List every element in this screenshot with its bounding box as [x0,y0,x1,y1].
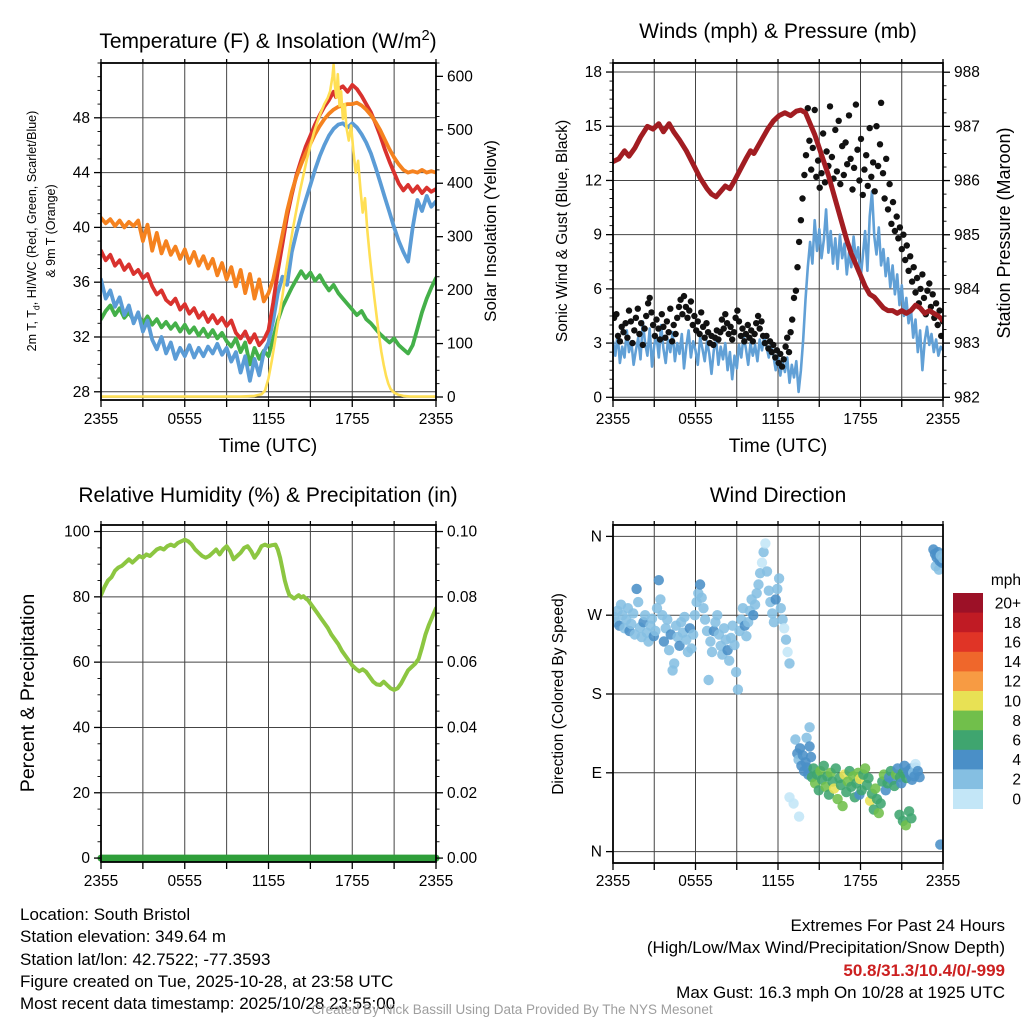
svg-text:mph: mph [990,572,1021,589]
svg-text:2355: 2355 [418,873,454,890]
svg-text:300: 300 [447,228,473,246]
svg-text:2355: 2355 [595,411,631,428]
station-latlon: Station lat/lon: 42.7522; -77.3593 [20,949,271,969]
svg-text:1155: 1155 [251,411,286,428]
svg-text:2: 2 [1012,771,1021,789]
svg-text:985: 985 [954,226,980,244]
svg-text:400: 400 [447,175,473,193]
title-temp-pre: Temperature (F) & Insolation (W/m [99,30,422,53]
svg-text:100: 100 [447,335,473,353]
svg-text:80: 80 [72,588,90,606]
wind_direction-chart [587,521,1021,890]
svg-text:0: 0 [447,389,456,407]
winds-chart [585,59,980,428]
svg-text:6: 6 [593,280,602,298]
extremes-values: 50.8/31.3/10.4/0/-999 [843,960,1005,980]
svg-text:2355: 2355 [83,873,119,890]
svg-text:44: 44 [72,164,90,182]
station-location: Location: South Bristol [20,905,191,924]
station-elevation: Station elevation: 349.64 m [20,927,227,947]
svg-text:6: 6 [1012,732,1021,750]
extremes-block [647,915,1005,1004]
svg-text:14: 14 [1003,654,1021,672]
svg-text:0: 0 [593,389,602,407]
humidity-chart [64,521,477,890]
xlabel-temperature: Time (UTC) [218,436,318,457]
svg-text:0: 0 [1012,791,1021,809]
svg-text:32: 32 [72,328,90,346]
svg-text:983: 983 [954,335,980,353]
svg-text:1155: 1155 [761,873,795,890]
chart-title-wind-direction: Wind Direction [709,484,847,507]
svg-text:984: 984 [954,280,980,298]
ylabel-wind-left: Sonic Wind & Gust (Blue, Black) [554,119,571,343]
svg-text:1155: 1155 [761,411,795,428]
data-timestamp: Most recent data timestamp: 2025/10/28 23:55:00 [20,994,396,1014]
svg-text:28: 28 [72,383,90,401]
ylabel-insolation-right: Solar Insolation (Yellow) [481,140,500,322]
svg-text:2355: 2355 [595,873,631,890]
svg-text:0.04: 0.04 [447,719,478,737]
svg-text:2355: 2355 [83,411,119,428]
svg-text:12: 12 [1003,673,1021,691]
xlabel-winds: Time (UTC) [728,436,828,457]
svg-text:600: 600 [447,68,473,86]
svg-text:0555: 0555 [678,411,713,428]
chart-title-winds: Winds (mph) & Pressure (mb) [639,20,917,43]
svg-text:0555: 0555 [678,873,713,890]
svg-text:500: 500 [447,121,473,139]
svg-text:0555: 0555 [167,411,202,428]
ylabel-pressure-right: Station Pressure (Maroon) [994,127,1014,339]
svg-text:8: 8 [1012,712,1021,730]
svg-text:2355: 2355 [925,411,961,428]
svg-text:12: 12 [584,172,602,190]
chart-title-temperature [68,28,468,54]
svg-text:1755: 1755 [335,411,370,428]
svg-text:40: 40 [72,219,90,237]
svg-text:E: E [591,764,602,782]
ylabel-temp-line1: 2m T, $T_d$, HI/WC (Red, Green, Scarlet/Blue) [25,110,42,352]
svg-text:4: 4 [1012,752,1021,770]
svg-text:N: N [590,843,602,861]
extremes-title: Extremes For Past 24 Hours [790,916,1005,935]
svg-text:N: N [590,528,602,546]
extremes-subtitle: (High/Low/Max Wind/Precipitation/Snow Depth) [646,938,1005,958]
svg-text:40: 40 [72,719,90,737]
ylabel-temp-line2: & 9m T (Orange) [44,184,58,278]
svg-text:60: 60 [72,654,90,672]
svg-text:987: 987 [954,118,980,136]
svg-text:0.06: 0.06 [447,654,478,672]
svg-text:1755: 1755 [843,873,878,890]
svg-text:3: 3 [593,335,602,353]
svg-text:0.02: 0.02 [447,784,478,802]
svg-text:986: 986 [954,172,980,190]
chart-title-humidity: Relative Humidity (%) & Precipitation (in) [78,484,458,507]
svg-text:1155: 1155 [251,873,286,890]
svg-text:16: 16 [1003,634,1021,652]
svg-text:2355: 2355 [418,411,454,428]
svg-text:0.08: 0.08 [447,588,478,606]
temperature-chart [73,59,473,428]
svg-text:36: 36 [72,274,90,292]
svg-text:988: 988 [954,64,980,82]
ylabel-temperature-left [25,66,58,396]
figure-created: Figure created on Tue, 2025-10-28, at 23:58 UTC [20,971,394,991]
svg-text:1755: 1755 [843,411,878,428]
svg-text:15: 15 [584,118,602,136]
svg-text:0: 0 [81,850,90,868]
svg-text:9: 9 [593,226,602,244]
svg-text:20+: 20+ [994,595,1021,613]
svg-text:S: S [591,686,602,703]
svg-text:982: 982 [954,389,980,407]
credit-line: Created By Nick Bassill Using Data Provided By The NYS Mesonet [311,1002,713,1017]
title-temp-sup: 2 [421,28,430,44]
svg-text:18: 18 [584,64,602,82]
ylabel-humidity-left: Percent & Precipitation [17,593,39,793]
svg-text:48: 48 [72,109,90,127]
svg-text:0555: 0555 [167,873,202,890]
svg-text:1755: 1755 [335,873,370,890]
svg-text:20: 20 [72,784,90,802]
title-temp-post: ) [429,30,437,53]
ylabel-direction-left: Direction (Colored By Speed) [550,593,567,795]
svg-text:2355: 2355 [925,873,961,890]
svg-text:200: 200 [447,282,473,300]
svg-text:0.00: 0.00 [447,850,478,868]
svg-text:0.10: 0.10 [447,523,478,541]
svg-text:W: W [587,607,602,625]
svg-text:100: 100 [64,523,90,541]
svg-text:18: 18 [1003,614,1021,632]
speed-colorbar [953,572,1021,809]
svg-text:10: 10 [1003,693,1021,711]
station-info [20,904,395,1015]
extremes-max-gust: Max Gust: 16.3 mph On 10/28 at 1925 UTC [676,982,1005,1002]
